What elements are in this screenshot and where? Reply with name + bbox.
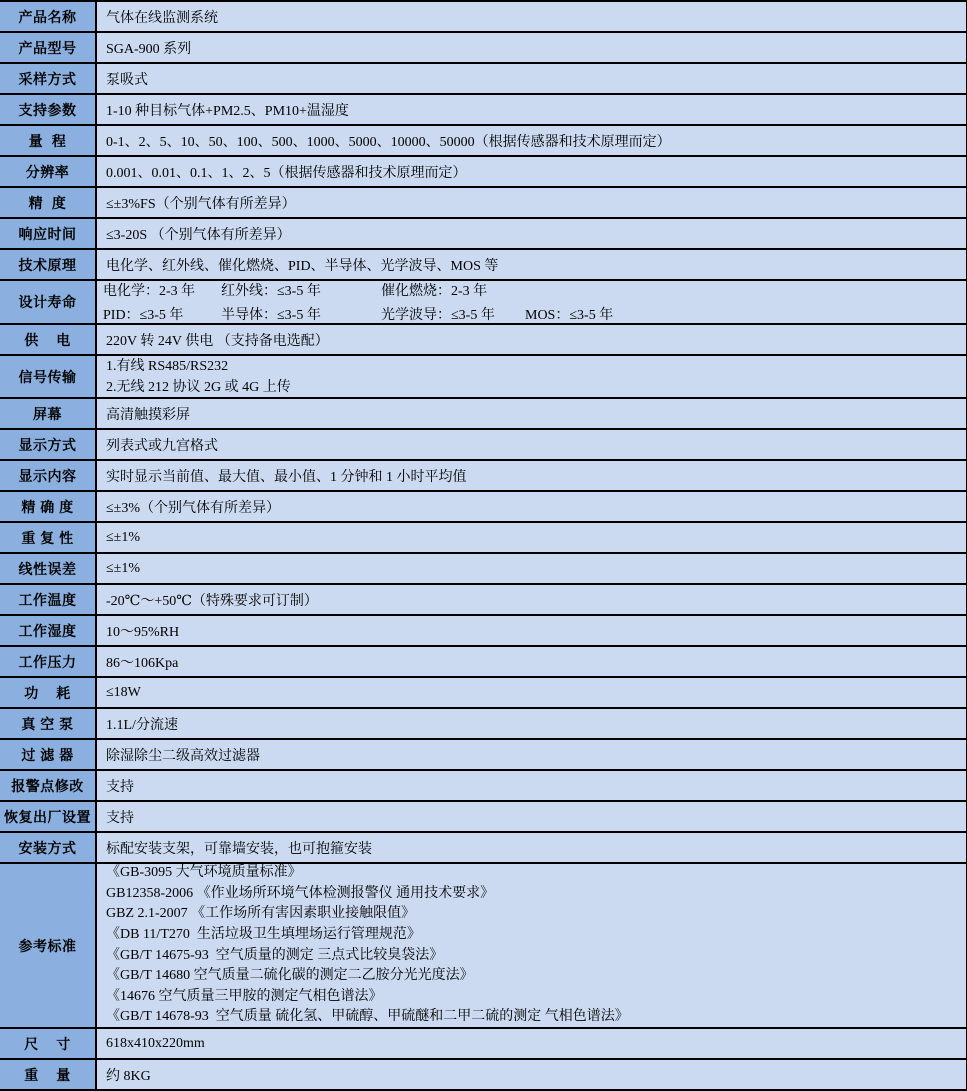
design-life-electrochemical: 电化学：2-3 年	[103, 284, 196, 299]
spec-label: 工作温度	[0, 585, 97, 614]
spec-label: 设计寿命	[0, 281, 97, 323]
spec-label: 精 度	[0, 188, 97, 217]
spec-value-design-life	[97, 281, 966, 323]
row-vacuum-pump	[0, 709, 966, 740]
row-dimensions	[0, 1029, 966, 1060]
row-installation-method	[0, 833, 966, 864]
spec-label: 供 电	[0, 325, 97, 354]
row-power-consumption	[0, 678, 966, 709]
spec-value: 支持	[106, 779, 134, 795]
standard-line: 《GB/T 14680 空气质量二硫化碳的测定二乙胺分光光度法》	[106, 968, 474, 984]
spec-label: 尺 寸	[0, 1029, 97, 1058]
spec-label: 安装方式	[0, 833, 97, 862]
spec-value: 列表式或九宫格式	[106, 438, 218, 454]
spec-label: 重 量	[0, 1060, 97, 1089]
spec-label: 恢复出厂设置	[0, 802, 97, 831]
row-product-name	[0, 2, 966, 33]
row-linearity-error	[0, 554, 966, 585]
row-design-life	[0, 281, 966, 325]
spec-value: 除湿除尘二级高效过滤器	[106, 748, 260, 764]
spec-label: 报警点修改	[0, 771, 97, 800]
design-life-mos: MOS：≤3-5 年	[525, 308, 614, 323]
spec-value: 86～106Kpa	[106, 655, 179, 671]
spec-label: 屏幕	[0, 399, 97, 428]
spec-label: 采样方式	[0, 64, 97, 93]
spec-label: 信号传输	[0, 356, 97, 397]
spec-value: ≤±1%	[106, 529, 141, 545]
row-working-temperature	[0, 585, 966, 616]
row-display-content	[0, 461, 966, 492]
spec-label: 量 程	[0, 126, 97, 155]
standard-line: 《DB 11/T270 生活垃圾卫生填埋场运行管理规范》	[106, 926, 421, 942]
spec-value: ≤±3%（个别气体有所差异）	[106, 500, 281, 516]
design-life-semiconductor: 半导体：≤3-5 年	[221, 308, 321, 323]
spec-label: 精 确 度	[0, 492, 97, 521]
design-life-pid: PID：≤3-5 年	[103, 308, 184, 323]
row-working-humidity	[0, 616, 966, 647]
signal-line-wired: 1.有线 RS485/RS232	[106, 358, 229, 374]
spec-label: 功 耗	[0, 678, 97, 707]
row-screen	[0, 399, 966, 430]
spec-value: 0.001、0.01、0.1、1、2、5（根据传感器和技术原理而定）	[106, 165, 467, 181]
spec-label: 显示内容	[0, 461, 97, 490]
design-life-infrared: 红外线：≤3-5 年	[221, 284, 321, 299]
spec-label: 线性误差	[0, 554, 97, 583]
spec-value: 0-1、2、5、10、50、100、500、1000、5000、10000、50000（根据传感器和技术原理而定）	[106, 134, 671, 150]
row-sampling-method	[0, 64, 966, 95]
spec-label: 过 滤 器	[0, 740, 97, 769]
row-display-mode	[0, 430, 966, 461]
standard-line: 《GB/T 14675-93 空气质量的测定 三点式比较臭袋法》	[106, 947, 444, 963]
spec-value: 618x410x220mm	[106, 1035, 205, 1051]
standard-line: 《14676 空气质量三甲胺的测定气相色谱法》	[106, 988, 383, 1004]
spec-label: 重 复 性	[0, 523, 97, 552]
spec-value: -20℃～+50℃（特殊要求可订制）	[106, 593, 318, 609]
row-precision	[0, 492, 966, 523]
spec-label: 工作湿度	[0, 616, 97, 645]
row-repeatability	[0, 523, 966, 554]
row-accuracy	[0, 188, 966, 219]
row-resolution	[0, 157, 966, 188]
spec-value: 实时显示当前值、最大值、最小值、1 分钟和 1 小时平均值	[106, 469, 467, 485]
spec-value: 10～95%RH	[106, 624, 180, 640]
spec-value-signal	[97, 356, 966, 397]
standard-line: 《GB/T 14678-93 空气质量 硫化氢、甲硫醇、甲硫醚和二甲二硫的测定 气相色谱法》	[106, 1009, 629, 1025]
spec-value: 约 8KG	[106, 1068, 151, 1084]
spec-value: 电化学、红外线、催化燃烧、PID、半导体、光学波导、MOS 等	[106, 258, 499, 274]
standard-line: 《GB-3095 大气环境质量标准》	[106, 865, 302, 881]
spec-value: 高清触摸彩屏	[106, 407, 190, 423]
row-power-supply	[0, 325, 966, 356]
spec-value: SGA-900 系列	[106, 41, 192, 57]
design-life-optical-waveguide: 光学波导：≤3-5 年	[381, 308, 495, 323]
standard-line: GB12358-2006 《作业场所环境气体检测报警仪 通用技术要求》	[106, 885, 495, 901]
row-filter	[0, 740, 966, 771]
spec-value: ≤18W	[106, 684, 141, 700]
row-alarm-point-modification	[0, 771, 966, 802]
spec-value: 泵吸式	[106, 72, 148, 88]
spec-value: 气体在线监测系统	[106, 10, 218, 26]
spec-value: 220V 转 24V 供电 （支持备电选配）	[106, 333, 329, 349]
row-factory-reset	[0, 802, 966, 833]
spec-label: 响应时间	[0, 219, 97, 248]
spec-value: 1.1L/分流速	[106, 717, 178, 733]
spec-label: 显示方式	[0, 430, 97, 459]
row-technical-principle	[0, 250, 966, 281]
row-response-time	[0, 219, 966, 250]
spec-label: 分辨率	[0, 157, 97, 186]
spec-label: 工作压力	[0, 647, 97, 676]
row-signal-transmission	[0, 356, 966, 399]
row-measuring-range	[0, 126, 966, 157]
row-product-model	[0, 33, 966, 64]
spec-value: 1-10 种目标气体+PM2.5、PM10+温湿度	[106, 103, 349, 119]
spec-value: ≤±1%	[106, 560, 141, 576]
row-supported-parameters	[0, 95, 966, 126]
row-weight	[0, 1060, 966, 1091]
row-reference-standards	[0, 864, 966, 1029]
spec-value: 标配安装支架，可靠墙安装，也可抱箍安装	[106, 841, 372, 857]
spec-label: 支持参数	[0, 95, 97, 124]
spec-label: 真 空 泵	[0, 709, 97, 738]
spec-label: 产品名称	[0, 2, 97, 31]
spec-label: 参考标准	[0, 864, 97, 1027]
row-working-pressure	[0, 647, 966, 678]
signal-line-wireless: 2.无线 212 协议 2G 或 4G 上传	[106, 379, 291, 395]
spec-value: ≤±3%FS（个别气体有所差异）	[106, 196, 296, 212]
spec-value: ≤3-20S （个别气体有所差异）	[106, 227, 291, 243]
spec-value: 支持	[106, 810, 134, 826]
spec-label: 技术原理	[0, 250, 97, 279]
design-life-catalytic: 催化燃烧：2-3 年	[381, 284, 488, 299]
spec-label: 产品型号	[0, 33, 97, 62]
standard-line: GBZ 2.1-2007 《工作场所有害因素职业接触限值》	[106, 906, 416, 922]
spec-value-standards	[97, 864, 966, 1027]
